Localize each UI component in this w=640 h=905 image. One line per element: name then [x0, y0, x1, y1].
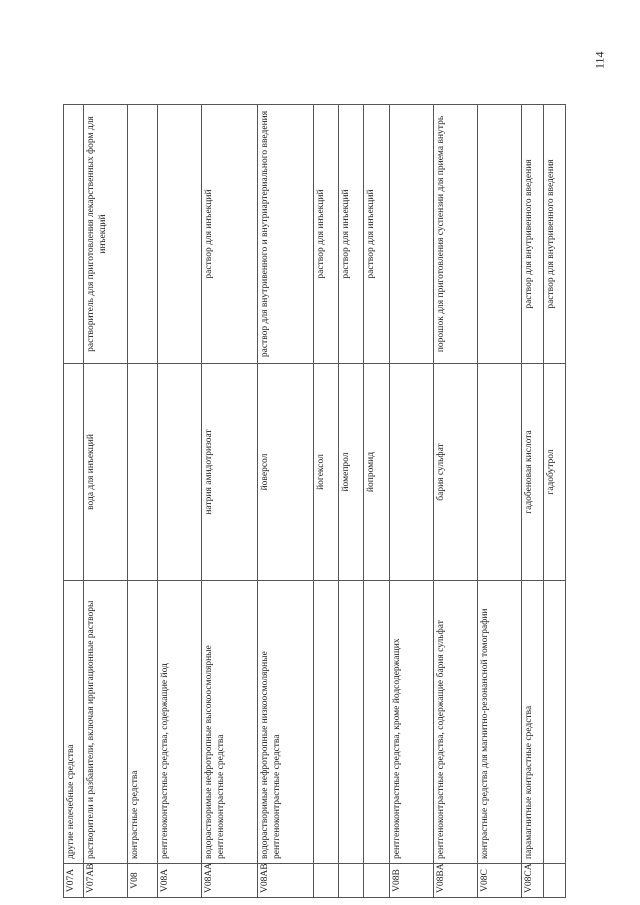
group-name-cell	[339, 581, 364, 864]
drug-name-cell	[128, 364, 158, 581]
table-row	[544, 105, 566, 898]
group-name-cell: водорастворимые нефротропные высокоосмолярные рентгеноконтрастные средства	[202, 581, 258, 864]
dosage-form-cell: раствор для внутривенного и внутриартериального введения	[258, 105, 314, 364]
table-row	[64, 105, 84, 898]
group-name-cell: рентгеноконтрастные средства, содержащие бария сульфат	[434, 581, 478, 864]
drug-name-cell: йомепрол	[339, 364, 364, 581]
drug-name-cell: натрия амидотризоат	[202, 364, 258, 581]
dosage-form-cell	[158, 105, 202, 364]
dosage-form-cell: раствор для инъекций	[202, 105, 258, 364]
page-number: 114	[592, 51, 607, 69]
drug-name-cell: йопромид	[364, 364, 390, 581]
group-name-cell	[364, 581, 390, 864]
atc-code-cell: V08	[128, 864, 158, 898]
atc-code-cell	[314, 864, 339, 898]
dosage-form-cell	[478, 105, 522, 364]
drug-name-cell: йоверсол	[258, 364, 314, 581]
table-row	[434, 105, 478, 898]
atc-code-cell	[364, 864, 390, 898]
atc-code-cell: V07A	[64, 864, 84, 898]
table-row	[522, 105, 544, 898]
table-row	[364, 105, 390, 898]
group-name-cell	[314, 581, 339, 864]
table-row	[339, 105, 364, 898]
group-name-cell: рентгеноконтрастные средства, содержащие йод	[158, 581, 202, 864]
drug-name-cell	[390, 364, 434, 581]
atc-code-cell: V08C	[478, 864, 522, 898]
atc-code-cell: V08AB	[258, 864, 314, 898]
dosage-form-cell: раствор для внутривенного введения	[522, 105, 544, 364]
group-name-cell: контрастные средства для магнитно-резонансной томографии	[478, 581, 522, 864]
table-row	[478, 105, 522, 898]
dosage-form-cell: раствор для внутривенного введения	[544, 105, 566, 364]
dosage-form-cell: порошок для приготовления суспензии для приема внутрь	[434, 105, 478, 364]
dosage-form-cell: растворитель для приготовления лекарственных форм для инъекций	[84, 105, 128, 364]
drug-name-cell	[64, 364, 84, 581]
drug-name-cell: гадобеновая кислота	[522, 364, 544, 581]
group-name-cell: рентгеноконтрастные средства, кроме йодсодержащих	[390, 581, 434, 864]
table-row	[158, 105, 202, 898]
table-row	[314, 105, 339, 898]
dosage-form-cell: раствор для инъекций	[339, 105, 364, 364]
table-row	[84, 105, 128, 898]
drug-name-cell: бария сульфат	[434, 364, 478, 581]
group-name-cell	[544, 581, 566, 864]
drug-name-cell: гадобутрол	[544, 364, 566, 581]
atc-code-cell: V08BA	[434, 864, 478, 898]
drug-name-cell: йогексол	[314, 364, 339, 581]
atc-code-cell: V08B	[390, 864, 434, 898]
group-name-cell: парамагнитные контрастные средства	[522, 581, 544, 864]
table-row	[390, 105, 434, 898]
group-name-cell: водорастворимые нефротропные низкоосмолярные рентгеноконтрастные средства	[258, 581, 314, 864]
atc-code-cell: V07AB	[84, 864, 128, 898]
dosage-form-cell	[128, 105, 158, 364]
drug-classification-table	[63, 104, 566, 898]
rotated-table-container	[63, 105, 561, 898]
table-row	[258, 105, 314, 898]
table-row	[128, 105, 158, 898]
group-name-cell: растворители и разбавители, включая ирригационные растворы	[84, 581, 128, 864]
group-name-cell: другие нелечебные средства	[64, 581, 84, 864]
drug-name-cell	[478, 364, 522, 581]
atc-code-cell	[544, 864, 566, 898]
dosage-form-cell	[64, 105, 84, 364]
atc-code-cell: V08AA	[202, 864, 258, 898]
atc-code-cell: V08CA	[522, 864, 544, 898]
dosage-form-cell: раствор для инъекций	[314, 105, 339, 364]
atc-code-cell	[339, 864, 364, 898]
table-row	[202, 105, 258, 898]
drug-name-cell: вода для инъекций	[84, 364, 128, 581]
dosage-form-cell	[390, 105, 434, 364]
drug-name-cell	[158, 364, 202, 581]
dosage-form-cell: раствор для инъекций	[364, 105, 390, 364]
group-name-cell: контрастные средства	[128, 581, 158, 864]
atc-code-cell: V08A	[158, 864, 202, 898]
